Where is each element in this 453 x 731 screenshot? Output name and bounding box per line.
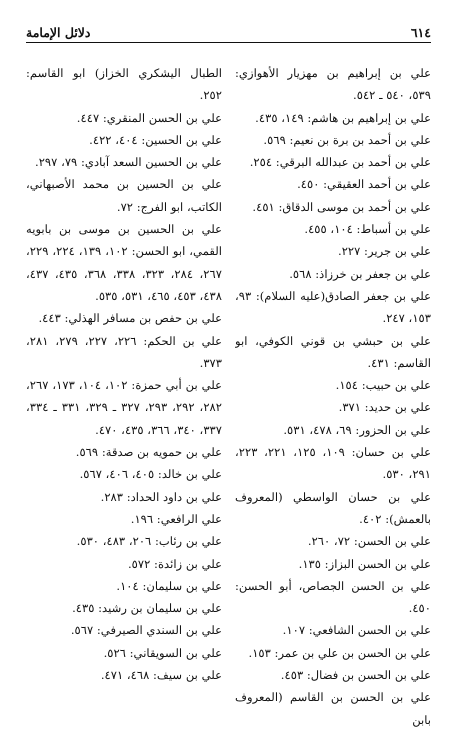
- index-entry: الطبال اليشكري الخزاز) ابو القاسم: ٢٥٢.: [26, 66, 222, 103]
- index-entry: علي بن أسباط: ١٠٤، ٤٥٥.: [304, 222, 431, 237]
- index-entry: علي بن حفص بن مسافر الهذلي: ٤٤٣.: [38, 311, 222, 326]
- index-entry: علي بن سليمان: ١٠٤.: [116, 578, 222, 593]
- index-entry: علي بن الحسن البزاز: ١٣٥.: [298, 556, 431, 571]
- index-entry: علي بن سيف: ٤٦٨، ٤٧١.: [100, 668, 222, 683]
- index-entry: علي الرافعي: ١٩٦.: [130, 511, 222, 526]
- index-entry: علي بن حسان الواسطي (المعروف بالعمش): ٤٠٢.: [235, 489, 431, 526]
- index-entry: علي بن سليمان بن رشيد: ٤٣٥.: [72, 601, 222, 616]
- index-entry: علي بن حبيب: ١٥٤.: [335, 378, 431, 393]
- index-column-left: [26, 62, 222, 683]
- index-column-right: [235, 62, 431, 727]
- index-entry: علي بن حديد: ٣٧١.: [338, 400, 431, 415]
- index-entry: علي بن الحسين بن محمد الأصبهاني، الكاتب، ابو الفرج: ٧٢.: [26, 177, 222, 214]
- index-entry: علي بن أحمد بن عبدالله البرقي: ٢٥٤.: [249, 155, 431, 170]
- index-entry: علي بن السندي الصيرفي: ٥٦٧.: [70, 623, 222, 638]
- index-entry: علي بن الحسن: ٧٢، ٢٦٠.: [307, 534, 431, 549]
- index-entry: علي بن السويقاني: ٥٢٦.: [103, 645, 222, 660]
- index-entry: علي بن الحسين: ٤٠٤، ٤٢٢.: [89, 132, 222, 147]
- index-entry: علي بن الحسن بن فضال: ٤٥٣.: [280, 668, 431, 683]
- index-entry: علي بن أحمد بن موسى الدقاق: ٤٥١.: [252, 199, 431, 214]
- index-entry: علي بن زائدة: ٥٧٢.: [127, 556, 222, 571]
- index-entry: علي بن أحمد بن برة بن نعيم: ٥٦٩.: [263, 132, 431, 147]
- page-number: ٦١٤: [410, 25, 431, 40]
- book-title: دلائل الإمامة: [26, 25, 91, 40]
- index-entry: علي بن حمويه بن صدقة: ٥٦٩.: [75, 445, 222, 460]
- index-entry: علي بن الحسن بن القاسم (المعروف بابن: [235, 690, 431, 727]
- index-entry: علي بن جرير: ٢٢٧.: [338, 244, 431, 259]
- index-entry: علي بن الحسين السعد آبادي: ٧٩، ٢٩٧.: [35, 155, 222, 170]
- page-header: [26, 18, 431, 43]
- index-entry: علي بن إبراهيم بن مهزيار الأهوازي: ٥٣٩، ٥٤٠ ـ ٥٤٢.: [235, 66, 431, 103]
- index-entry: علي بن الحكم: ٢٢٦، ٢٢٧، ٢٧٩، ٢٨١، ٣٧٣.: [26, 333, 222, 370]
- index-entry: علي بن داود الحداد: ٢٨٣.: [100, 489, 222, 504]
- index-entry: علي بن رئاب: ٢٠٦، ٤٨٣، ٥٣٠.: [76, 534, 222, 549]
- index-entry: علي بن خالد: ٤٠٥، ٤٠٦، ٥٦٧.: [79, 467, 222, 482]
- index-entry: علي بن جعفر بن خرزاذ: ٥٦٨.: [289, 266, 431, 281]
- index-entry: علي بن الحسن الشافعي: ١٠٧.: [282, 623, 431, 638]
- index-entry: علي بن إبراهيم بن هاشم: ١٤٩، ٤٣٥.: [255, 110, 431, 125]
- index-entry: علي بن الحسن المنقري: ٤٤٧.: [76, 110, 222, 125]
- index-entry: علي بن الحسن الجصاص، أبو الحسن: ٤٥٠.: [235, 578, 431, 616]
- index-entry: علي بن الحسين بن موسى بن بابويه القمي، ابو الحسن: ١٠٢، ١٣٩، ٢٢٤، ٢٢٩، ٢٦٧، ٢٨٤، ٣٢٣، ٣٣٨، ٣٦٨، ٤٣٥، ٤٣٧، ٤٣٨، ٤٥٣، ٤٦٥، ٥٣١، ٥٣٥.: [26, 222, 222, 303]
- index-entry: علي بن الحزور: ٦٩، ٤٧٨، ٥٣١.: [283, 422, 431, 437]
- index-entry: علي بن حسان: ١٠٩، ١٢٥، ٢٢١، ٢٢٣، ٢٩١، ٥٣٠.: [235, 445, 431, 482]
- index-entry: علي بن حبشي بن قوني الكوفي، ابو القاسم: ٤٣١.: [235, 333, 431, 370]
- index-entry: علي بن أبي حمزة: ١٠٢، ١٠٤، ١٧٣، ٢٦٧، ٢٨٢، ٢٩٢، ٢٩٣، ٣٢٧ ـ ٣٢٩، ٣٣١ ـ ٣٣٤، ٣٣٧، ٣٤٠، ٣٦٦، ٤٣٥، ٤٧٠.: [26, 378, 222, 437]
- index-columns: [26, 62, 431, 727]
- index-entry: علي بن جعفر الصادق(عليه السلام): ٩٣، ١٥٣، ٢٤٧.: [235, 288, 431, 326]
- index-entry: علي بن أحمد العقيقي: ٤٥٠.: [297, 177, 431, 192]
- index-entry: علي بن الحسن بن علي بن عمر: ١٥٣.: [248, 645, 431, 660]
